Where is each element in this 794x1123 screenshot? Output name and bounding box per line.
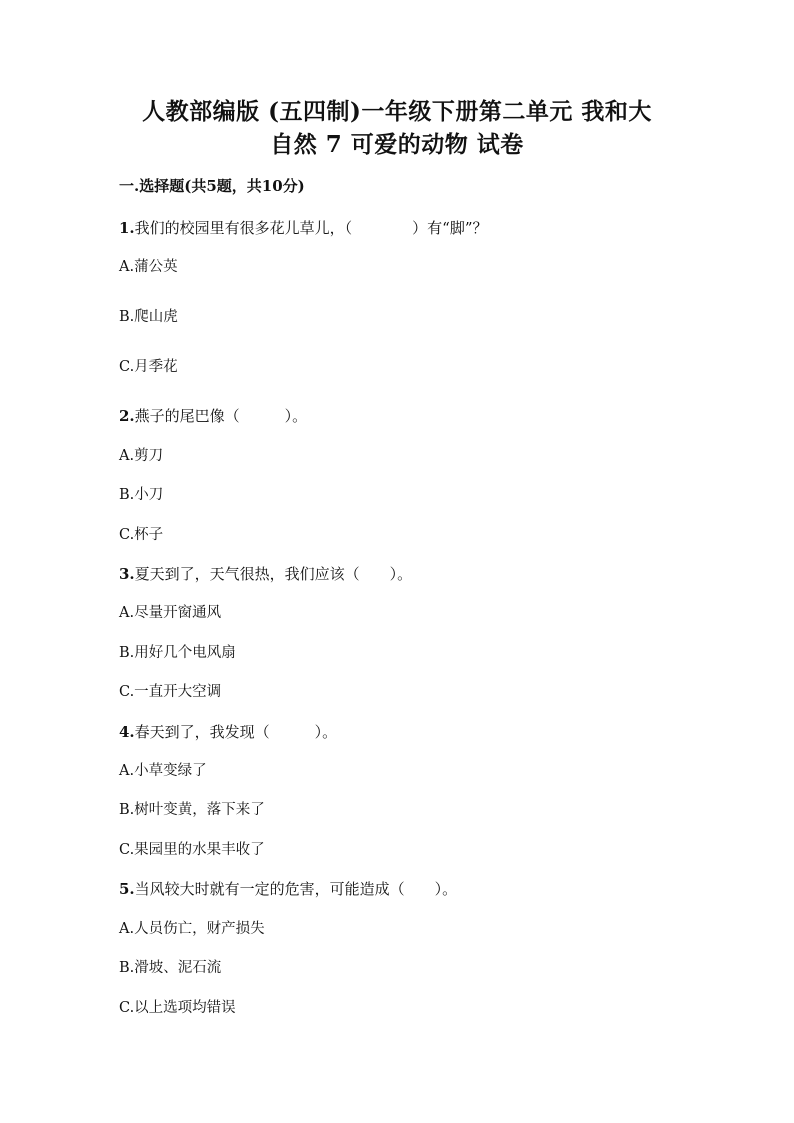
option-4c: C.果园里的水果丰收了 [119, 842, 265, 858]
page-title-line-1: 人教部编版 (五四制)一年级下册第二单元 我和大 [142, 98, 652, 125]
option-3a: A.尽量开窗通风 [119, 605, 222, 621]
option-4b: B.树叶变黄，落下来了 [119, 802, 265, 818]
question-text: 我们的校园里有很多花儿草儿，（ ）有“脚”？ [134, 219, 488, 237]
option-2b: B.小刀 [119, 487, 164, 503]
question-3 [119, 564, 412, 584]
question-1 [119, 218, 488, 238]
option-3b: B.用好几个电风扇 [119, 645, 236, 661]
page-title [0, 95, 794, 161]
question-text: 春天到了，我发现（ ）。 [134, 723, 338, 741]
question-2 [119, 406, 307, 426]
option-2a: A.剪刀 [119, 448, 164, 464]
question-number: 1. [119, 219, 135, 237]
option-5c: C.以上选项均错误 [119, 1000, 236, 1016]
section-heading: 一.选择题(共5题，共10分) [119, 177, 305, 195]
option-2c: C.杯子 [119, 527, 164, 543]
page-title-line-2: 自然 7 可爱的动物 试卷 [270, 131, 524, 158]
option-4a: A.小草变绿了 [119, 763, 207, 779]
question-5 [119, 879, 457, 899]
question-number: 5. [119, 880, 135, 898]
option-5b: B.滑坡、泥石流 [119, 960, 222, 976]
question-number: 4. [119, 723, 135, 741]
question-number: 2. [119, 407, 135, 425]
question-text: 夏天到了，天气很热，我们应该（ ）。 [134, 565, 413, 583]
option-1b: B.爬山虎 [119, 309, 178, 325]
question-text: 当风较大时就有一定的危害，可能造成（ ）。 [134, 880, 458, 898]
option-5a: A.人员伤亡，财产损失 [119, 921, 265, 937]
option-1c: C.月季花 [119, 359, 178, 375]
question-4 [119, 722, 337, 742]
question-number: 3. [119, 565, 135, 583]
option-3c: C.一直开大空调 [119, 684, 222, 700]
option-1a: A.蒲公英 [119, 259, 178, 275]
question-text: 燕子的尾巴像（ ）。 [134, 407, 308, 425]
